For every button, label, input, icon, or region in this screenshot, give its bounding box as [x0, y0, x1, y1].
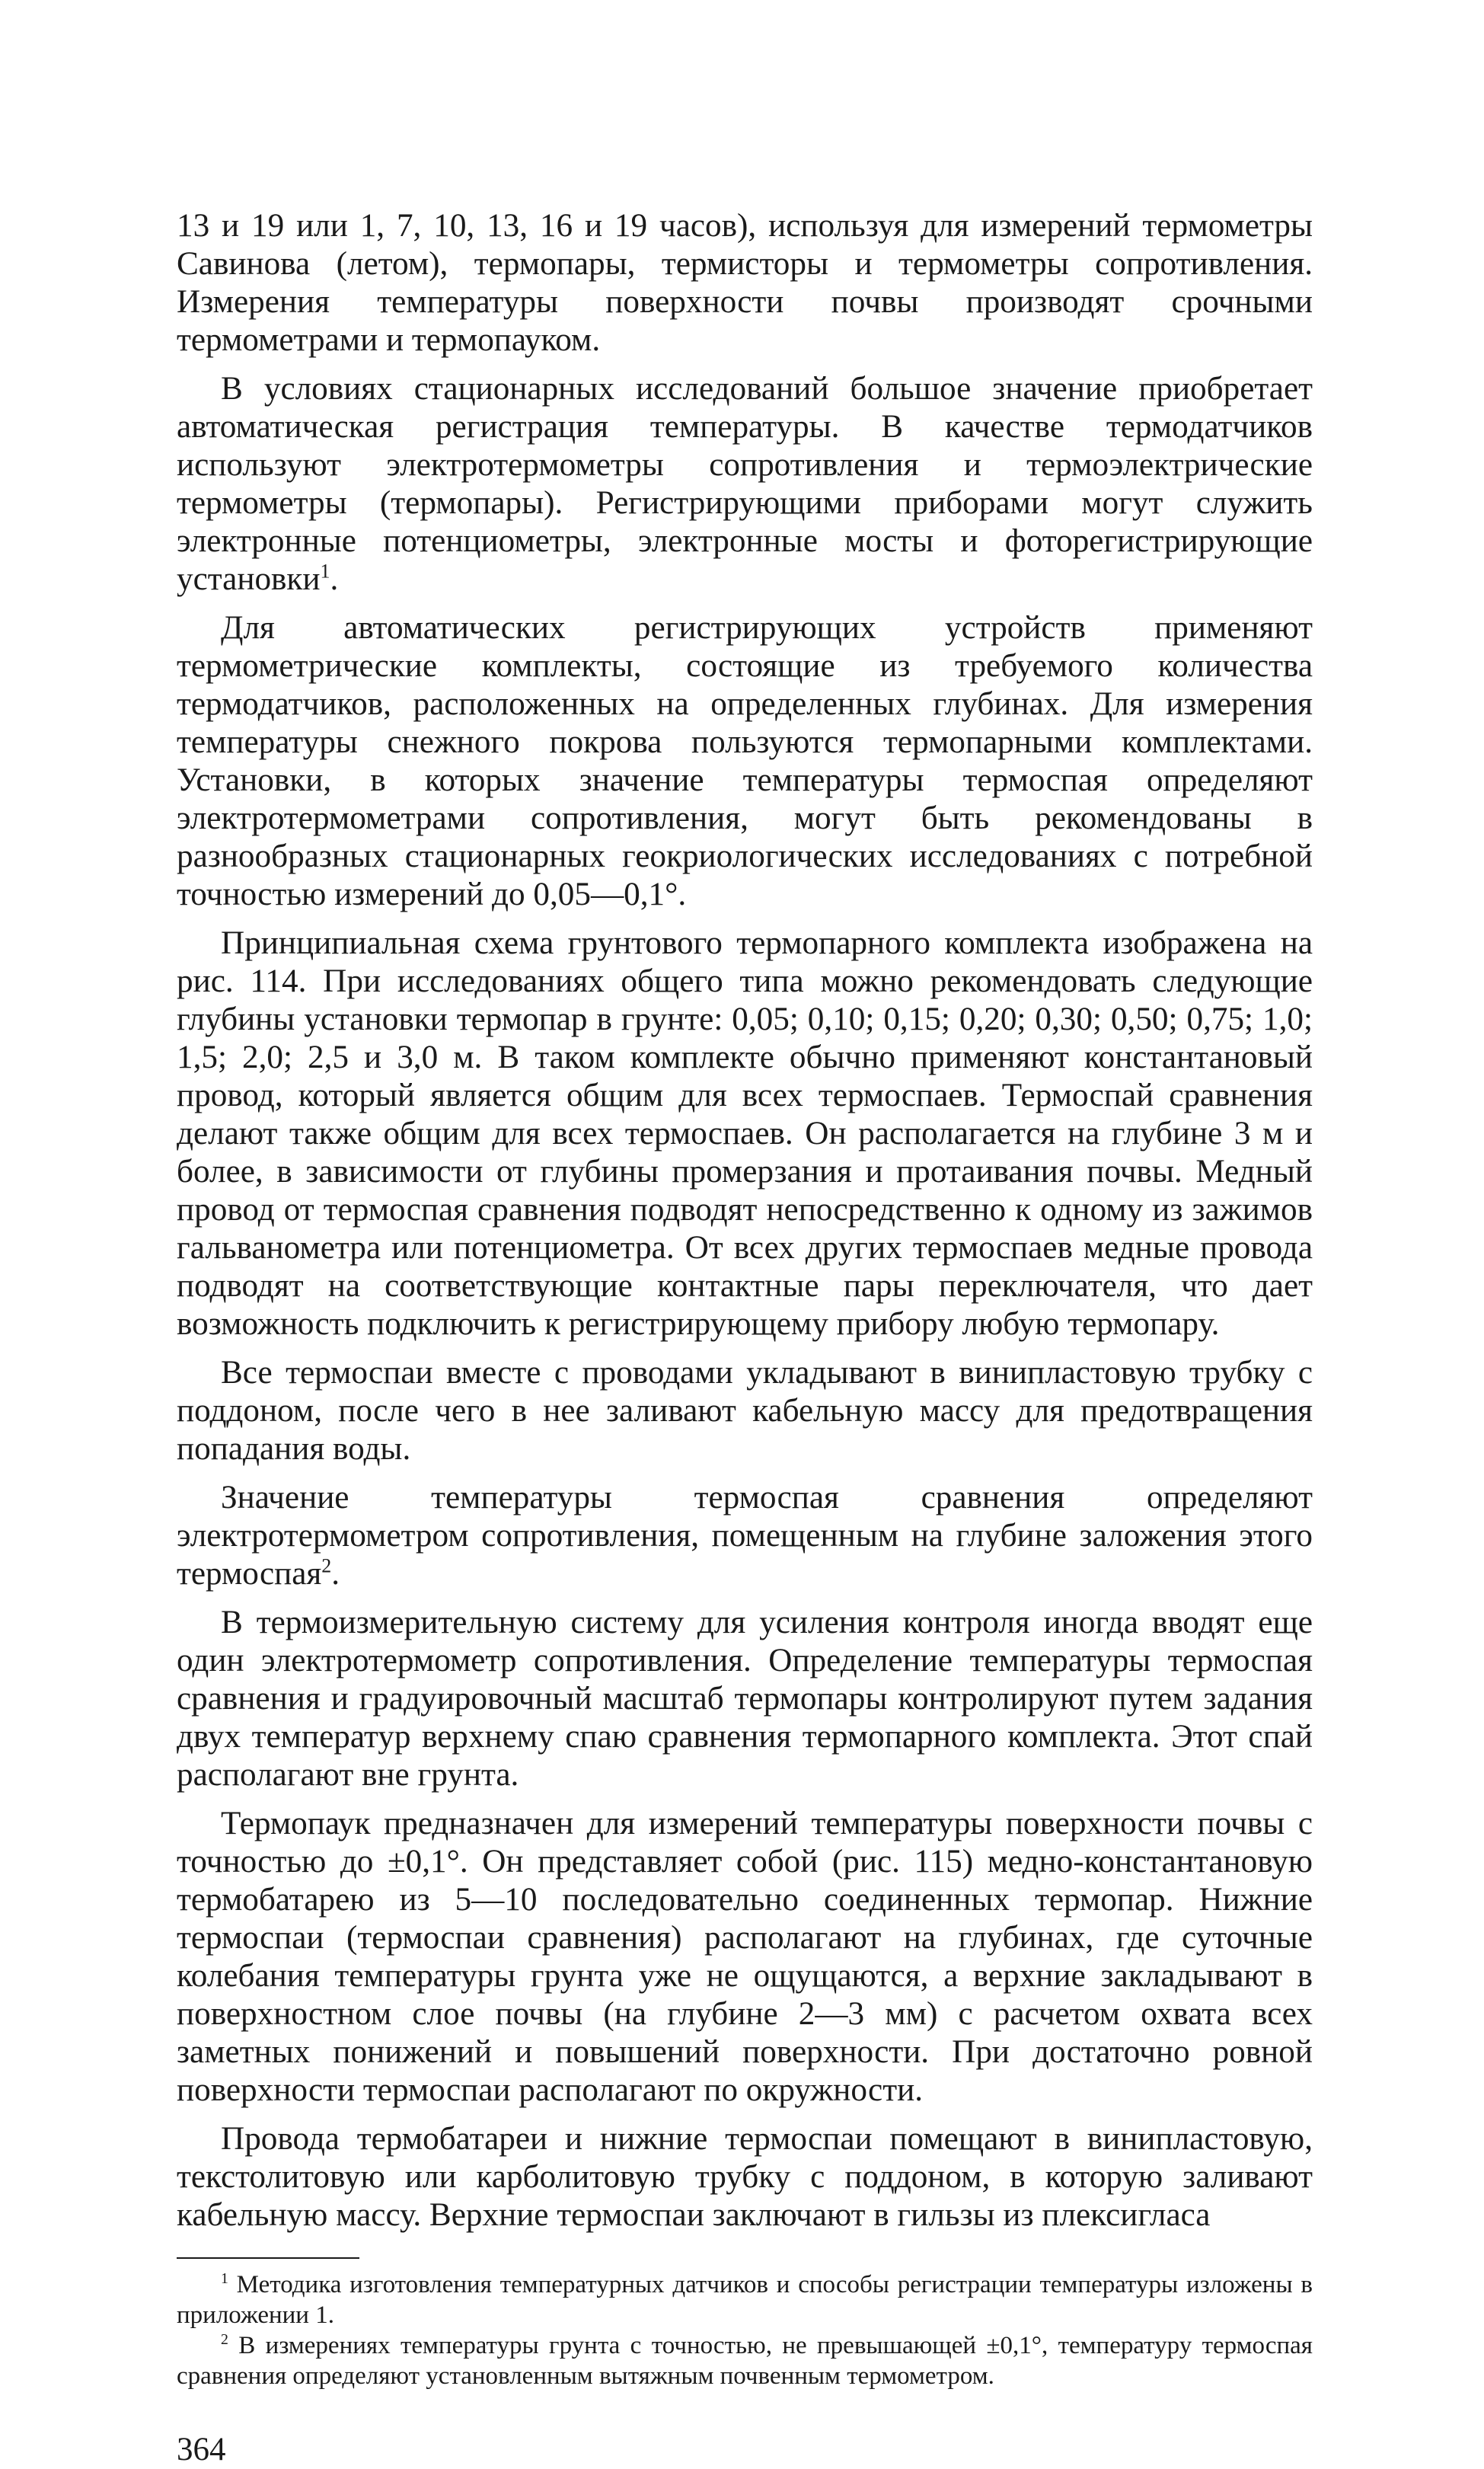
- footnote-2-mark: 2: [221, 2331, 228, 2348]
- paragraph-9: Провода термобатареи и нижние термоспаи помещают в винипластовую, текстолитовую или карболитовую трубку с поддоном, в которую заливают кабельную массу. Верхние термоспаи заключают в гильзы из плексигласа: [177, 2121, 1313, 2233]
- footnote-divider: [177, 2257, 359, 2259]
- paragraph-8: Термопаук предназначен для измерений температуры поверхности почвы с точностью до ±0,1°. Он представляет собой (рис. 115) медно-константановую термобатарею из 5—10 последовательно соединенных термопар. Нижние термоспаи (термоспаи сравнения) располагают на глубинах, где суточные колебания температуры грунта уже не ощущаются, а верхние закладывают в поверхностном слое почвы (на глубине 2—3 мм) с расчетом охвата всех заметных понижений и повышений поверхности. При достаточно ровной поверхности термоспаи располагают по окружности.: [177, 1806, 1313, 2108]
- page-number: 364: [177, 2432, 226, 2467]
- paragraph-2-end: .: [330, 561, 339, 597]
- footnote-ref-2: 2: [321, 1554, 332, 1577]
- paragraph-3: Для автоматических регистрирующих устройств применяют термометрические комплекты, состоящие из требуемого количества термодатчиков, расположенных на определенных глубинах. Для измерения температуры снежного покрова пользуются термопарными комплектами. Установки, в которых значение температуры термоспая определяют электротермометрами сопротивления, могут быть рекомендованы в разнообразных стационарных геокриологических исследованиях с потребной точностью измерений до 0,05—0,1°.: [177, 610, 1313, 912]
- paragraph-6-text: Значение температуры термоспая сравнения определяют электротермометром сопротивления, помещенным на глубине заложения этого термоспая: [177, 1480, 1313, 1592]
- paragraph-7: В термоизмерительную систему для усиления контроля иногда вводят еще один электротермометр сопротивления. Определение температуры термоспая сравнения и градуировочный масштаб термопары контролируют путем задания двух температур верхнему спаю сравнения термопарного комплекта. Этот спай располагают вне грунта.: [177, 1605, 1313, 1793]
- footnote-1: [177, 2269, 1313, 2330]
- footnote-1-mark: 1: [221, 2270, 228, 2287]
- footnote-2-text: В измерениях температуры грунта с точностью, не превышающей ±0,1°, температуру термоспая сравнения определяют установленным вытяжным почвенным термометром.: [177, 2332, 1313, 2390]
- footnote-1-text: Методика изготовления температурных датчиков и способы регистрации температуры изложены в приложении 1.: [177, 2271, 1313, 2329]
- paragraph-1: 13 и 19 или 1, 7, 10, 13, 16 и 19 часов), используя для измерений термометры Савинова (летом), термопары, термисторы и термометры сопротивления. Измерения температуры поверхности почвы производят срочными термометрами и термопауком.: [177, 208, 1313, 358]
- paragraph-6-end: .: [331, 1556, 340, 1592]
- paragraph-6: [177, 1479, 1313, 1593]
- footnote-ref-1: 1: [320, 560, 330, 583]
- page-body: [177, 207, 1313, 2469]
- paragraph-5: Все термоспаи вместе с проводами укладывают в винипластовую трубку с поддоном, после чего в нее заливают кабельную массу для предотвращения попадания воды.: [177, 1355, 1313, 1467]
- footnote-2: [177, 2330, 1313, 2391]
- paragraph-4: Принципиальная схема грунтового термопарного комплекта изображена на рис. 114. При исследованиях общего типа можно рекомендовать следующие глубины установки термопар в грунте: 0,05; 0,10; 0,15; 0,20; 0,30; 0,50; 0,75; 1,0; 1,5; 2,0; 2,5 и 3,0 м. В таком комплекте обычно применяют константановый провод, который является общим для всех термоспаев. Термоспай сравнения делают также общим для всех термоспаев. Он располагается на глубине 3 м и более, в зависимости от глубины промерзания и протаивания почвы. Медный провод от термоспая сравнения подводят непосредственно к одному из зажимов гальванометра или потенциометра. От всех других термоспаев медные провода подводят на соответствующие контактные пары переключателя, что дает возможность подключить к регистрирующему прибору любую термопару.: [177, 925, 1313, 1342]
- paragraph-2: [177, 370, 1313, 599]
- paragraph-2-text: В условиях стационарных исследований большое значение приобретает автоматическая регистрация температуры. В качестве термодатчиков используют электротермометры сопротивления и термоэлектрические термометры (термопары). Регистрирующими приборами могут служить электронные потенциометры, электронные мосты и фоторегистрирующие установки: [177, 371, 1313, 597]
